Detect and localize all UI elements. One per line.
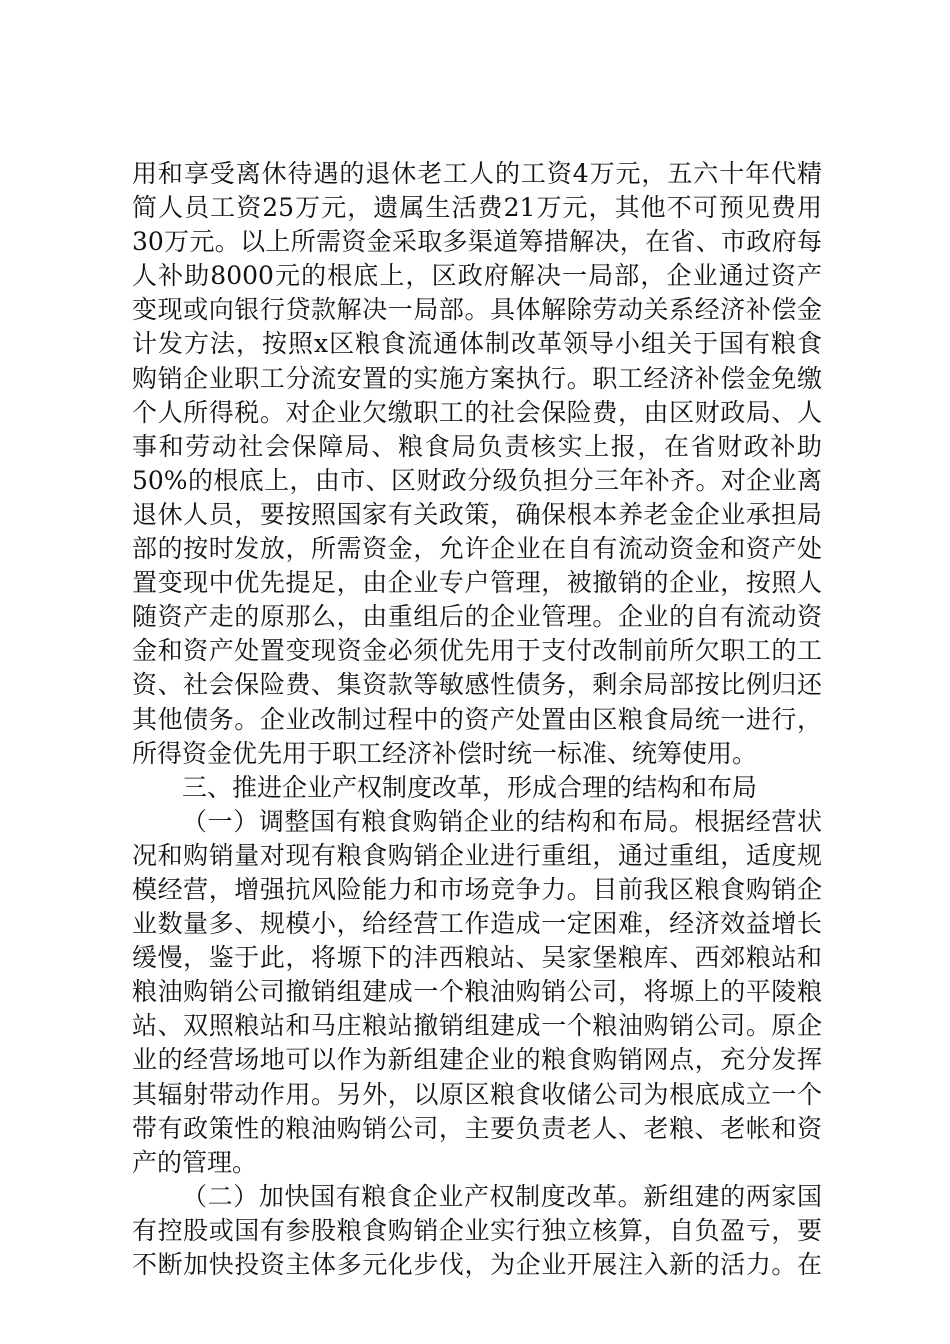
text-line: 带有政策性的粮油购销公司，主要负责老人、老粮、老帐和资: [132, 1113, 822, 1143]
text-line: 有控股或国有参股粮食购销企业实行独立核算，自负盈亏，要: [132, 1215, 822, 1245]
text-line: 资、社会保险费、集资款等敏感性债务，剩余局部按比例归还: [132, 670, 822, 700]
text-line: 人补助8000元的根底上，区政府解决一局部，企业通过资产: [132, 261, 822, 291]
text-line: 所得资金优先用于职工经济补偿时统一标准、统筹使用。: [132, 738, 758, 768]
section-heading: 三、推进企业产权制度改革，形成合理的结构和布局: [182, 772, 758, 802]
text-line: 粮油购销公司撤销组建成一个粮油购销公司，将塬上的平陵粮: [132, 977, 822, 1007]
text-line: 模经营，增强抗风险能力和市场竞争力。目前我区粮食购销企: [132, 874, 822, 904]
text-line: 其他债务。企业改制过程中的资产处置由区粮食局统一进行，: [132, 704, 822, 734]
text-line: 购销企业职工分流安置的实施方案执行。职工经济补偿金免缴: [132, 363, 822, 393]
text-line: （二）加快国有粮食企业产权制度改革。新组建的两家国: [182, 1181, 822, 1211]
text-line: 用和享受离休待遇的退休老工人的工资4万元，五六十年代精: [132, 159, 822, 188]
text-line: 个人所得税。对企业欠缴职工的社会保险费，由区财政局、人: [132, 397, 822, 427]
text-line: 不断加快投资主体多元化步伐，为企业开展注入新的活力。在: [132, 1250, 822, 1279]
text-line: 随资产走的原那么，由重组后的企业管理。企业的自有流动资: [132, 602, 822, 632]
text-line: 其辐射带动作用。另外，以原区粮食收储公司为根底成立一个: [132, 1079, 822, 1109]
text-line: 缓慢，鉴于此，将塬下的沣西粮站、吴家堡粮库、西郊粮站和: [132, 943, 822, 973]
text-line: 30万元。以上所需资金采取多渠道筹措解决，在省、市政府每: [132, 227, 822, 257]
text-line: 部的按时发放，所需资金，允许企业在自有流动资金和资产处: [132, 534, 822, 564]
text-line: 置变现中优先提足，由企业专户管理，被撤销的企业，按照人: [132, 568, 822, 598]
text-line: 业数量多、规模小，给经营工作造成一定困难，经济效益增长: [132, 909, 822, 939]
text-line: 简人员工资25万元，遗属生活费21万元，其他不可预见费用: [132, 193, 822, 223]
text-line: 产的管理。: [132, 1147, 258, 1177]
paragraph-1: [132, 157, 822, 771]
text-line: 业的经营场地可以作为新组建企业的粮食购销网点，充分发挥: [132, 1045, 822, 1075]
text-line: 事和劳动社会保障局、粮食局负责核实上报，在省财政补助: [132, 431, 822, 461]
paragraph-3: [132, 1180, 822, 1282]
paragraph-2: [132, 805, 822, 1180]
text-line: 计发方法，按照x区粮食流通体制改革领导小组关于国有粮食: [132, 329, 822, 359]
text-line: 变现或向银行贷款解决一局部。具体解除劳动关系经济补偿金: [132, 295, 822, 325]
text-line: 退休人员，要按照国家有关政策，确保根本养老金企业承担局: [132, 499, 822, 529]
text-line: 况和购销量对现有粮食购销企业进行重组，通过重组，适度规: [132, 840, 822, 870]
text-line: 50%的根底上，由市、区财政分级负担分三年补齐。对企业离: [132, 465, 822, 495]
text-line: 金和资产处置变现资金必须优先用于支付改制前所欠职工的工: [132, 636, 822, 666]
text-line: 站、双照粮站和马庄粮站撤销组建成一个粮油购销公司。原企: [132, 1011, 822, 1041]
text-line: （一）调整国有粮食购销企业的结构和布局。根据经营状: [182, 806, 822, 836]
document-body: [132, 157, 822, 1282]
